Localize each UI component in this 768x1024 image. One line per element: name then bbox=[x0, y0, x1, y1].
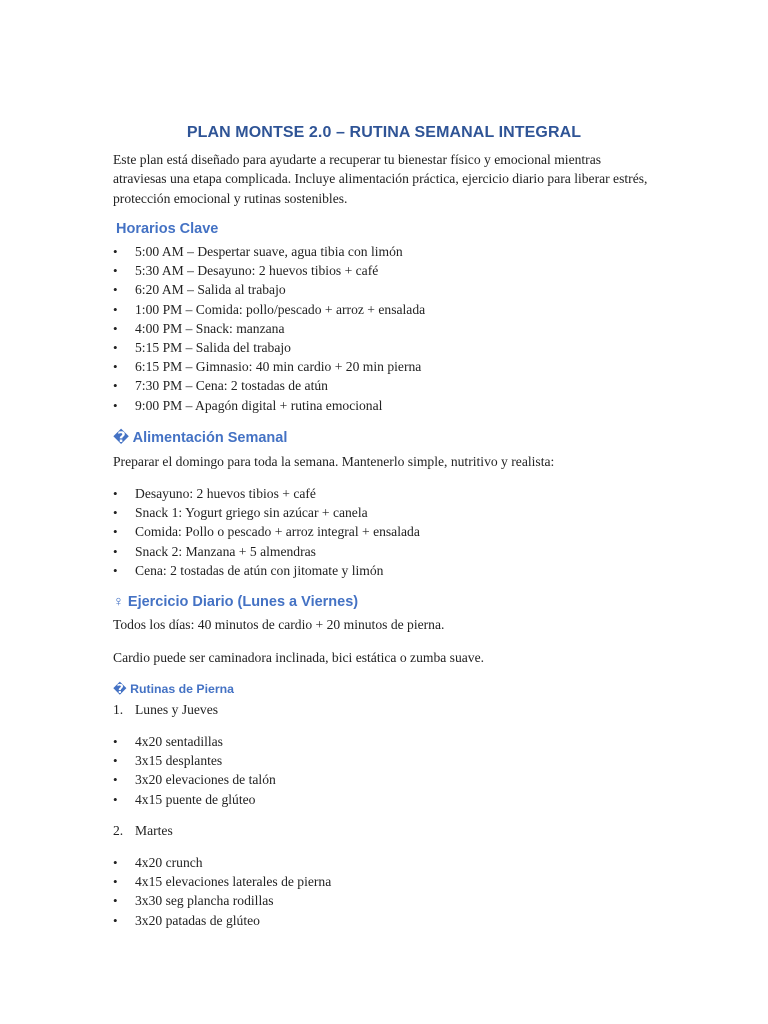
ejercicio-line-1: Todos los días: 40 minutos de cardio + 20 minutos de pierna. bbox=[113, 617, 445, 632]
list-item-text: 5:00 AM – Despertar suave, agua tibia con limón bbox=[135, 244, 403, 259]
day-2-number: 2. bbox=[113, 823, 124, 838]
intro-paragraph: Este plan está diseñado para ayudarte a recuperar tu bienestar físico y emocional mientras atraviesas una etapa complicada. Incluye alimentación práctica, ejercicio diario para liberar estrés, protección emocional y rutinas sostenibles. bbox=[113, 152, 648, 206]
day-1-number: 1. bbox=[113, 702, 124, 717]
bullet-icon: • bbox=[113, 562, 118, 578]
list-item-text: 3x30 seg plancha rodillas bbox=[135, 893, 274, 909]
list-item bbox=[113, 376, 425, 395]
list-item bbox=[113, 319, 425, 338]
list-item bbox=[113, 242, 425, 261]
list-item bbox=[113, 911, 331, 930]
bullet-icon: • bbox=[113, 340, 118, 356]
list-day-1 bbox=[113, 732, 276, 809]
bullet-icon: • bbox=[113, 282, 118, 298]
list-item bbox=[113, 770, 276, 789]
list-alimentacion bbox=[113, 484, 420, 580]
list-item bbox=[113, 872, 331, 891]
list-item-text: 4x20 crunch bbox=[135, 855, 203, 870]
list-item-text: 1:00 PM – Comida: pollo/pescado + arroz + ensalada bbox=[135, 301, 426, 317]
bullet-icon: • bbox=[113, 524, 118, 540]
list-item bbox=[113, 790, 276, 809]
ejercicio-line-2: Cardio puede ser caminadora inclinada, bici estática o zumba suave. bbox=[113, 650, 485, 665]
bullet-icon: • bbox=[113, 320, 118, 336]
list-item bbox=[113, 853, 331, 872]
list-item bbox=[113, 542, 420, 561]
heading-alimentacion: � Alimentación Semanal bbox=[113, 430, 288, 446]
bullet-icon: • bbox=[113, 855, 118, 870]
list-horarios bbox=[113, 242, 425, 415]
day-1-list bbox=[113, 700, 218, 719]
bullet-icon: • bbox=[113, 912, 118, 928]
list-item bbox=[113, 261, 425, 280]
list-item bbox=[113, 503, 420, 522]
list-item-text: Snack 1: Yogurt griego sin azúcar + canela bbox=[135, 505, 368, 521]
bullet-icon: • bbox=[113, 505, 118, 521]
list-item bbox=[113, 300, 425, 319]
list-item bbox=[113, 484, 420, 503]
list-item bbox=[113, 357, 425, 376]
bullet-icon: • bbox=[113, 753, 118, 769]
day-2-label: Martes bbox=[135, 823, 173, 838]
heading-ejercicio: ♀ Ejercicio Diario (Lunes a Viernes) bbox=[113, 594, 359, 610]
list-item-text: 3x20 patadas de glúteo bbox=[135, 912, 260, 928]
heading-horarios: Horarios Clave bbox=[116, 221, 219, 237]
bullet-icon: • bbox=[113, 486, 118, 501]
list-item-text: 6:15 PM – Gimnasio: 40 min cardio + 20 min pierna bbox=[135, 359, 422, 375]
bullet-icon: • bbox=[113, 543, 118, 559]
bullet-icon: • bbox=[113, 893, 118, 909]
bullet-icon: • bbox=[113, 263, 118, 279]
list-day-2 bbox=[113, 853, 331, 930]
alimentacion-intro: Preparar el domingo para toda la semana. Mantenerlo simple, nutritivo y realista: bbox=[113, 454, 555, 469]
list-item-text: Desayuno: 2 huevos tibios + café bbox=[135, 486, 316, 501]
day-2-list bbox=[113, 821, 173, 840]
list-item-text: 6:20 AM – Salida al trabajo bbox=[135, 282, 286, 298]
document-title: PLAN MONTSE 2.0 – RUTINA SEMANAL INTEGRAL bbox=[186, 124, 582, 141]
list-item-text: 3x20 elevaciones de talón bbox=[135, 772, 276, 788]
bullet-icon: • bbox=[113, 244, 118, 259]
bullet-icon: • bbox=[113, 359, 118, 375]
bullet-icon: • bbox=[113, 791, 118, 807]
list-item bbox=[113, 280, 425, 299]
list-item bbox=[113, 751, 276, 770]
bullet-icon: • bbox=[113, 301, 118, 317]
list-item-text: 4x15 elevaciones laterales de pierna bbox=[135, 874, 332, 890]
list-item-text: Snack 2: Manzana + 5 almendras bbox=[135, 543, 316, 559]
list-item bbox=[113, 561, 420, 580]
list-item bbox=[113, 396, 425, 415]
list-item-text: 4x20 sentadillas bbox=[135, 734, 223, 749]
list-item-text: 4:00 PM – Snack: manzana bbox=[135, 320, 285, 336]
list-item-text: 9:00 PM – Apagón digital + rutina emocional bbox=[135, 397, 383, 413]
list-item-text: 3x15 desplantes bbox=[135, 753, 223, 769]
heading-rutinas: � Rutinas de Pierna bbox=[113, 682, 234, 696]
bullet-icon: • bbox=[113, 734, 118, 749]
list-item-text: Cena: 2 tostadas de atún con jitomate y limón bbox=[135, 562, 384, 578]
list-item bbox=[113, 522, 420, 541]
bullet-icon: • bbox=[113, 397, 118, 413]
list-item-text: 4x15 puente de glúteo bbox=[135, 791, 256, 807]
day-2-item bbox=[113, 821, 173, 840]
bullet-icon: • bbox=[113, 874, 118, 890]
list-item-text: 5:30 AM – Desayuno: 2 huevos tibios + café bbox=[135, 263, 379, 279]
list-item-text: Comida: Pollo o pescado + arroz integral + ensalada bbox=[135, 524, 420, 540]
bullet-icon: • bbox=[113, 772, 118, 788]
list-item-text: 5:15 PM – Salida del trabajo bbox=[135, 340, 291, 356]
list-item-text: 7:30 PM – Cena: 2 tostadas de atún bbox=[135, 378, 328, 394]
day-1-item bbox=[113, 700, 218, 719]
bullet-icon: • bbox=[113, 378, 118, 394]
list-item bbox=[113, 732, 276, 751]
list-item bbox=[113, 891, 331, 910]
list-item bbox=[113, 338, 425, 357]
day-1-label: Lunes y Jueves bbox=[135, 702, 219, 717]
